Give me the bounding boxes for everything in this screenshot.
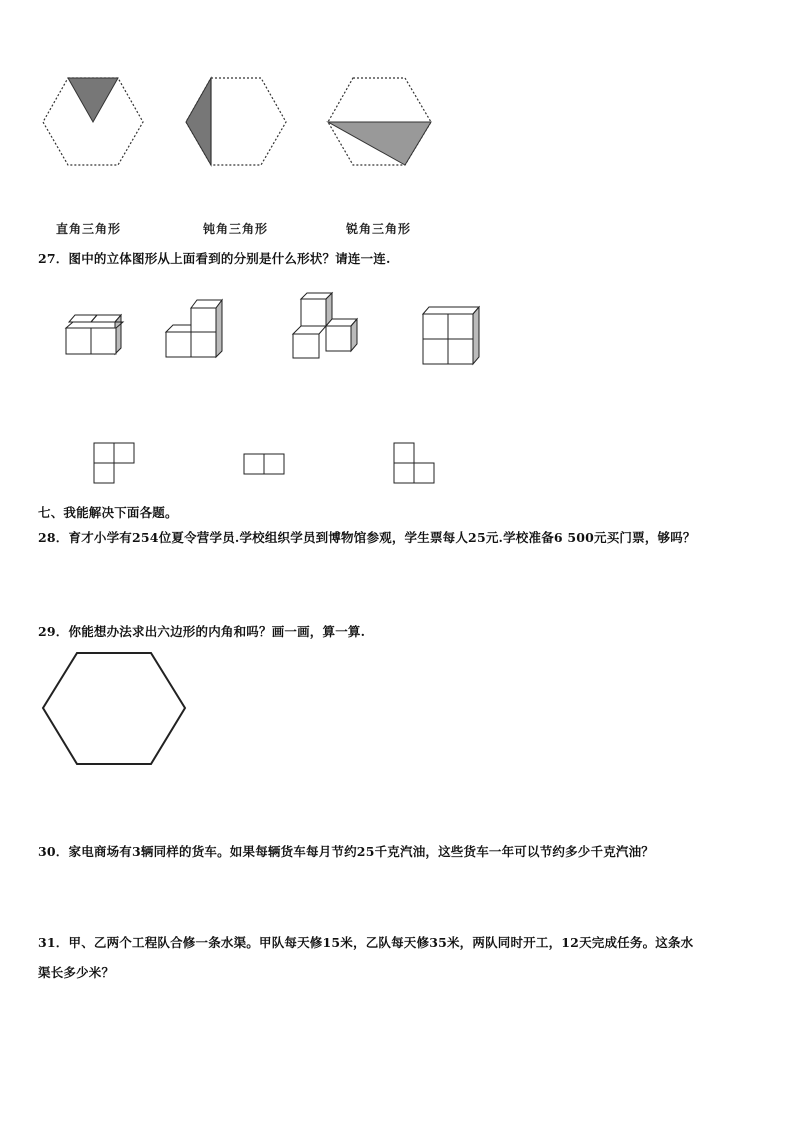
question-28: 28．育才小学有254位夏令营学员.学校组织学员到博物馆参观，学生票每人25元.学校准备6 500元买门票，够吗？	[38, 530, 696, 545]
question-27: 27．图中的立体图形从上面看到的分别是什么形状？请连一连.	[38, 251, 391, 266]
label-obtuse-triangle: 钝角三角形	[203, 222, 269, 236]
solid-figure-4	[420, 303, 485, 368]
hexagon-figure	[40, 650, 190, 770]
solid-figure-3	[290, 290, 365, 365]
section-seven-heading: 七、我能解决下面各题。	[38, 505, 178, 520]
question-31-line-1: 31．甲、乙两个工程队合修一条水渠。甲队每天修15米，乙队每天修35米，两队同时开工，12天完成任务。这条水	[38, 935, 694, 950]
hexagon-acute-triangle-figure	[325, 75, 437, 170]
label-right-triangle: 直角三角形	[56, 222, 122, 236]
top-view-two-squares	[243, 453, 288, 478]
top-view-l-shape-b	[393, 442, 438, 487]
top-view-l-shape-a	[93, 442, 138, 487]
question-31-line-2: 渠长多少米？	[38, 965, 115, 980]
question-30: 30．家电商场有3辆同样的货车。如果每辆货车每月节约25千克汽油，这些货车一年可以节约多少千克汽油？	[38, 844, 654, 859]
question-29: 29．你能想办法求出六边形的内角和吗？画一画，算一算.	[38, 624, 366, 639]
solid-figure-2	[163, 296, 233, 366]
hexagon-obtuse-triangle-figure	[183, 75, 293, 170]
solid-figure-1	[63, 312, 133, 362]
label-acute-triangle: 锐角三角形	[346, 222, 412, 236]
hexagon-right-triangle-figure	[40, 75, 150, 170]
